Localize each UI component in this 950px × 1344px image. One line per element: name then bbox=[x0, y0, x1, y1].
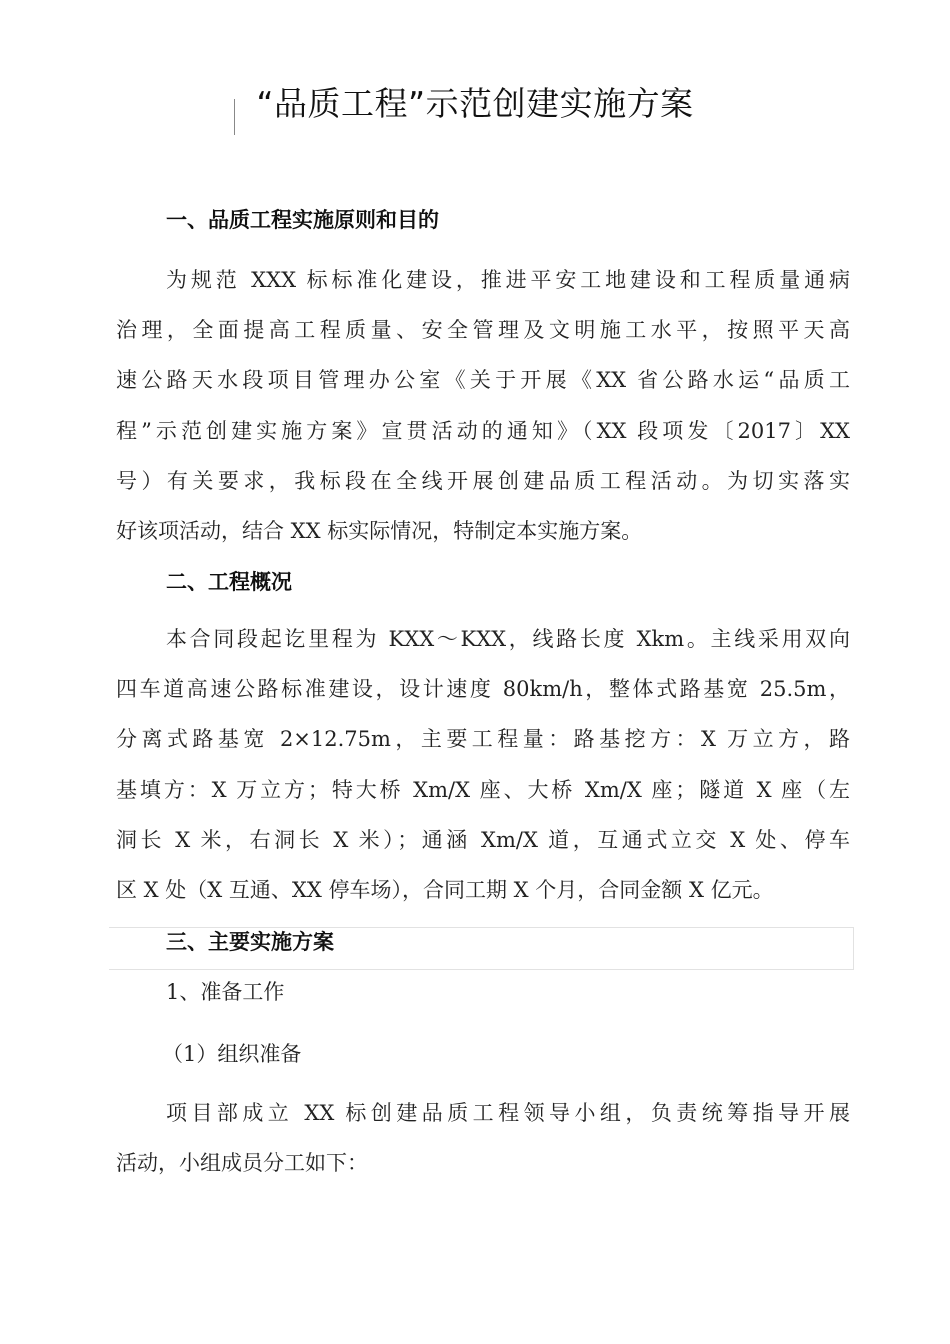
section-2-paragraph bbox=[116, 614, 850, 915]
paragraph-line: 程”示范创建实施方案》宣贯活动的通知》（XX 段项发〔2017〕XX bbox=[116, 418, 850, 443]
section-heading-1: 一、品质工程实施原则和目的 bbox=[166, 208, 439, 232]
subheading-organization: （1）组织准备 bbox=[162, 1042, 302, 1066]
paragraph-line: 速公路天水段项目管理办公室《关于开展《XX 省公路水运“品质工 bbox=[116, 368, 850, 393]
paragraph-line: 项目部成立 XX 标创建品质工程领导小组，负责统筹指导开展 bbox=[166, 1101, 850, 1125]
section-1-paragraph bbox=[116, 255, 850, 556]
subheading-preparation: 1、准备工作 bbox=[166, 980, 285, 1004]
paragraph-line: 区 X 处（X 互通、XX 停车场），合同工期 X 个月，合同金额 X 亿元。 bbox=[116, 878, 774, 903]
paragraph-line: 为规范 XXX 标标准化建设，推进平安工地建设和工程质量通病 bbox=[166, 268, 850, 292]
paragraph-line: 号）有关要求，我标段在全线开展创建品质工程活动。为切实落实 bbox=[116, 468, 850, 493]
paragraph-line: 好该项活动，结合 XX 标实际情况，特制定本实施方案。 bbox=[116, 519, 643, 544]
paragraph-line: 本合同段起讫里程为 KXX～KXX，线路长度 Xkm。主线采用双向 bbox=[166, 627, 850, 651]
section-heading-3: 三、主要实施方案 bbox=[166, 930, 334, 954]
paragraph-line: 活动，小组成员分工如下： bbox=[116, 1151, 368, 1176]
paragraph-line: 治理，全面提高工程质量、安全管理及文明施工水平，按照平天高 bbox=[116, 318, 850, 343]
paragraph-line: 四车道高速公路标准建设，设计速度 80km/h，整体式路基宽 25.5m， bbox=[116, 677, 850, 702]
paragraph-line: 基填方：X 万立方；特大桥 Xm/X 座、大桥 Xm/X 座；隧道 X 座（左 bbox=[116, 777, 850, 802]
paragraph-line: 洞长 X 米，右洞长 X 米）；通涵 Xm/X 道，互通式立交 X 处、停车 bbox=[116, 827, 850, 852]
section-3-paragraph bbox=[116, 1088, 850, 1188]
document-title: “品质工程”示范创建实施方案 bbox=[256, 84, 694, 123]
section-heading-2: 二、工程概况 bbox=[166, 570, 292, 594]
paragraph-line: 分离式路基宽 2×12.75m，主要工程量：路基挖方：X 万立方，路 bbox=[116, 727, 850, 752]
